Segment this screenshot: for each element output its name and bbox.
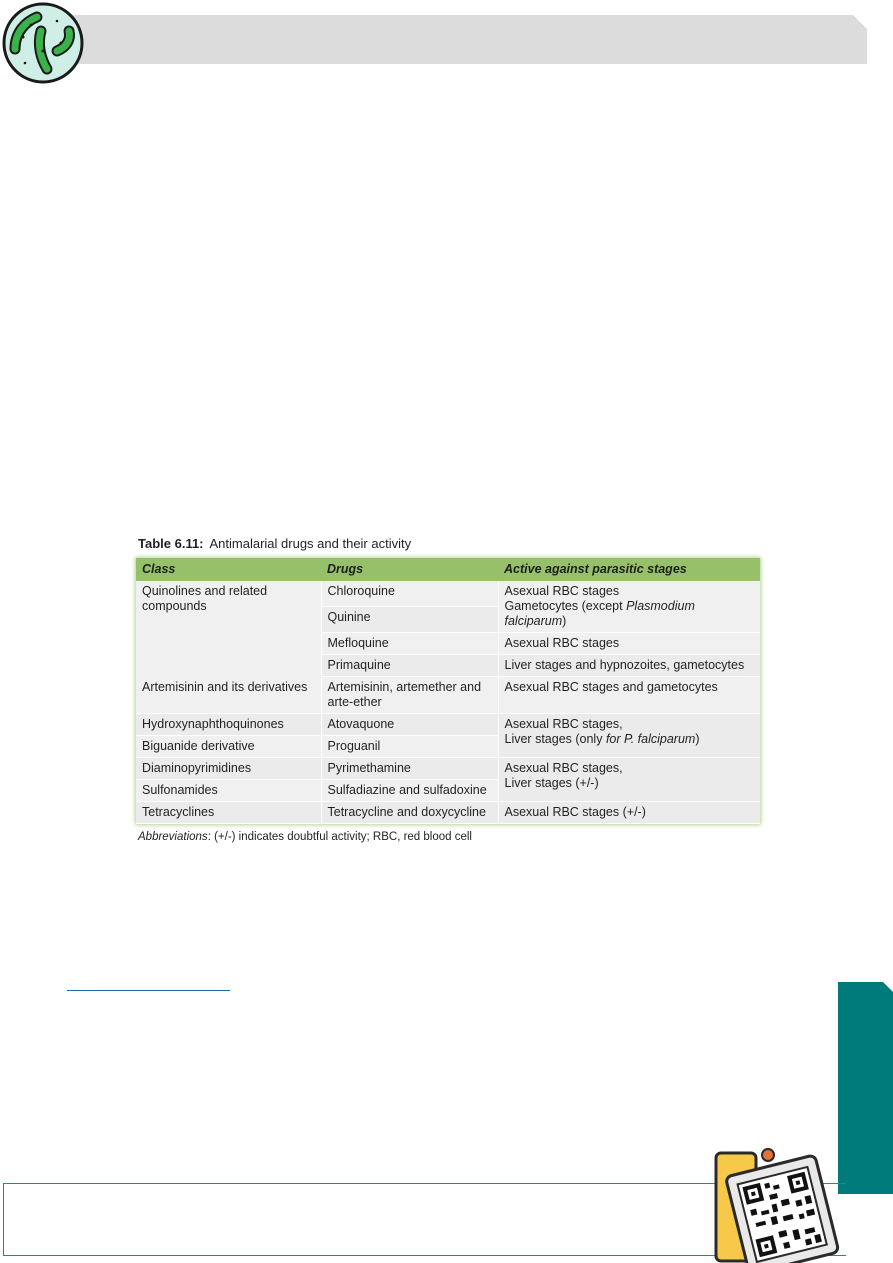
qr-code-icon[interactable] bbox=[708, 1143, 840, 1263]
drug-cell: Chloroquine bbox=[321, 581, 498, 606]
table-row bbox=[136, 677, 760, 714]
table-title: Antimalarial drugs and their activity bbox=[209, 536, 412, 551]
drug-cell: Proguanil bbox=[321, 736, 498, 758]
class-cell: Tetracyclines bbox=[136, 802, 321, 824]
drug-cell: Tetracycline and doxycycline bbox=[321, 802, 498, 824]
stage-line: Asexual RBC stages, bbox=[504, 717, 623, 731]
stages-cell bbox=[498, 581, 760, 633]
header-corner-curl bbox=[853, 15, 867, 29]
class-cell: Quinolines and related compounds bbox=[136, 581, 321, 677]
abbreviations-label: Abbreviations bbox=[138, 831, 208, 843]
table-header-row bbox=[136, 558, 760, 581]
drug-cell: Sulfadiazine and sulfadoxine bbox=[321, 780, 498, 802]
stages-cell bbox=[498, 758, 760, 802]
class-cell: Sulfonamides bbox=[136, 780, 321, 802]
table-row bbox=[136, 581, 760, 606]
column-header-class: Class bbox=[136, 558, 321, 581]
stage-line: Asexual RBC stages bbox=[504, 584, 620, 598]
stage-line: Asexual RBC stages, bbox=[504, 761, 623, 775]
chapter-side-tab bbox=[838, 982, 893, 1194]
drug-cell: Atovaquone bbox=[321, 714, 498, 736]
stage-suffix: ) bbox=[562, 614, 567, 628]
drug-cell: Primaquine bbox=[321, 655, 498, 677]
table-row bbox=[136, 758, 760, 780]
table-caption bbox=[138, 536, 411, 551]
bacteria-icon bbox=[1, 1, 85, 85]
drug-cell: Artemisinin, artemether and arte-ether bbox=[321, 677, 498, 714]
header-bar bbox=[58, 15, 867, 64]
table-row bbox=[136, 714, 760, 736]
stages-cell: Asexual RBC stages and gametocytes bbox=[498, 677, 760, 714]
class-cell: Artemisinin and its derivatives bbox=[136, 677, 321, 714]
antimalarial-table bbox=[136, 558, 760, 824]
class-cell: Diaminopyrimidines bbox=[136, 758, 321, 780]
stages-cell: Asexual RBC stages (+/-) bbox=[498, 802, 760, 824]
side-tab-notch bbox=[883, 982, 893, 992]
column-header-drugs: Drugs bbox=[321, 558, 498, 581]
drug-cell: Mefloquine bbox=[321, 633, 498, 655]
stage-species: for P. falciparum bbox=[605, 732, 696, 746]
stage-line: Gametocytes (except bbox=[504, 599, 627, 613]
link-underline[interactable] bbox=[67, 990, 230, 991]
stages-cell: Asexual RBC stages bbox=[498, 633, 760, 655]
drug-cell: Pyrimethamine bbox=[321, 758, 498, 780]
table-number: Table 6.11: bbox=[138, 536, 204, 551]
abbreviations-note bbox=[138, 831, 472, 843]
abbreviations-text: : (+/-) indicates doubtful activity; RBC, red blood cell bbox=[207, 831, 472, 843]
stage-suffix: ) bbox=[695, 732, 700, 746]
stage-line: Liver stages (+/-) bbox=[504, 776, 599, 790]
stage-line: Liver stages (only bbox=[504, 732, 606, 746]
stages-cell: Liver stages and hypnozoites, gametocytes bbox=[498, 655, 760, 677]
column-header-stages: Active against parasitic stages bbox=[498, 558, 760, 581]
stage-species: Plasmodium falciparum bbox=[504, 599, 695, 628]
table-row bbox=[136, 802, 760, 824]
drug-cell: Quinine bbox=[321, 606, 498, 632]
class-cell: Biguanide derivative bbox=[136, 736, 321, 758]
class-cell: Hydroxynaphthoquinones bbox=[136, 714, 321, 736]
stages-cell bbox=[498, 714, 760, 758]
